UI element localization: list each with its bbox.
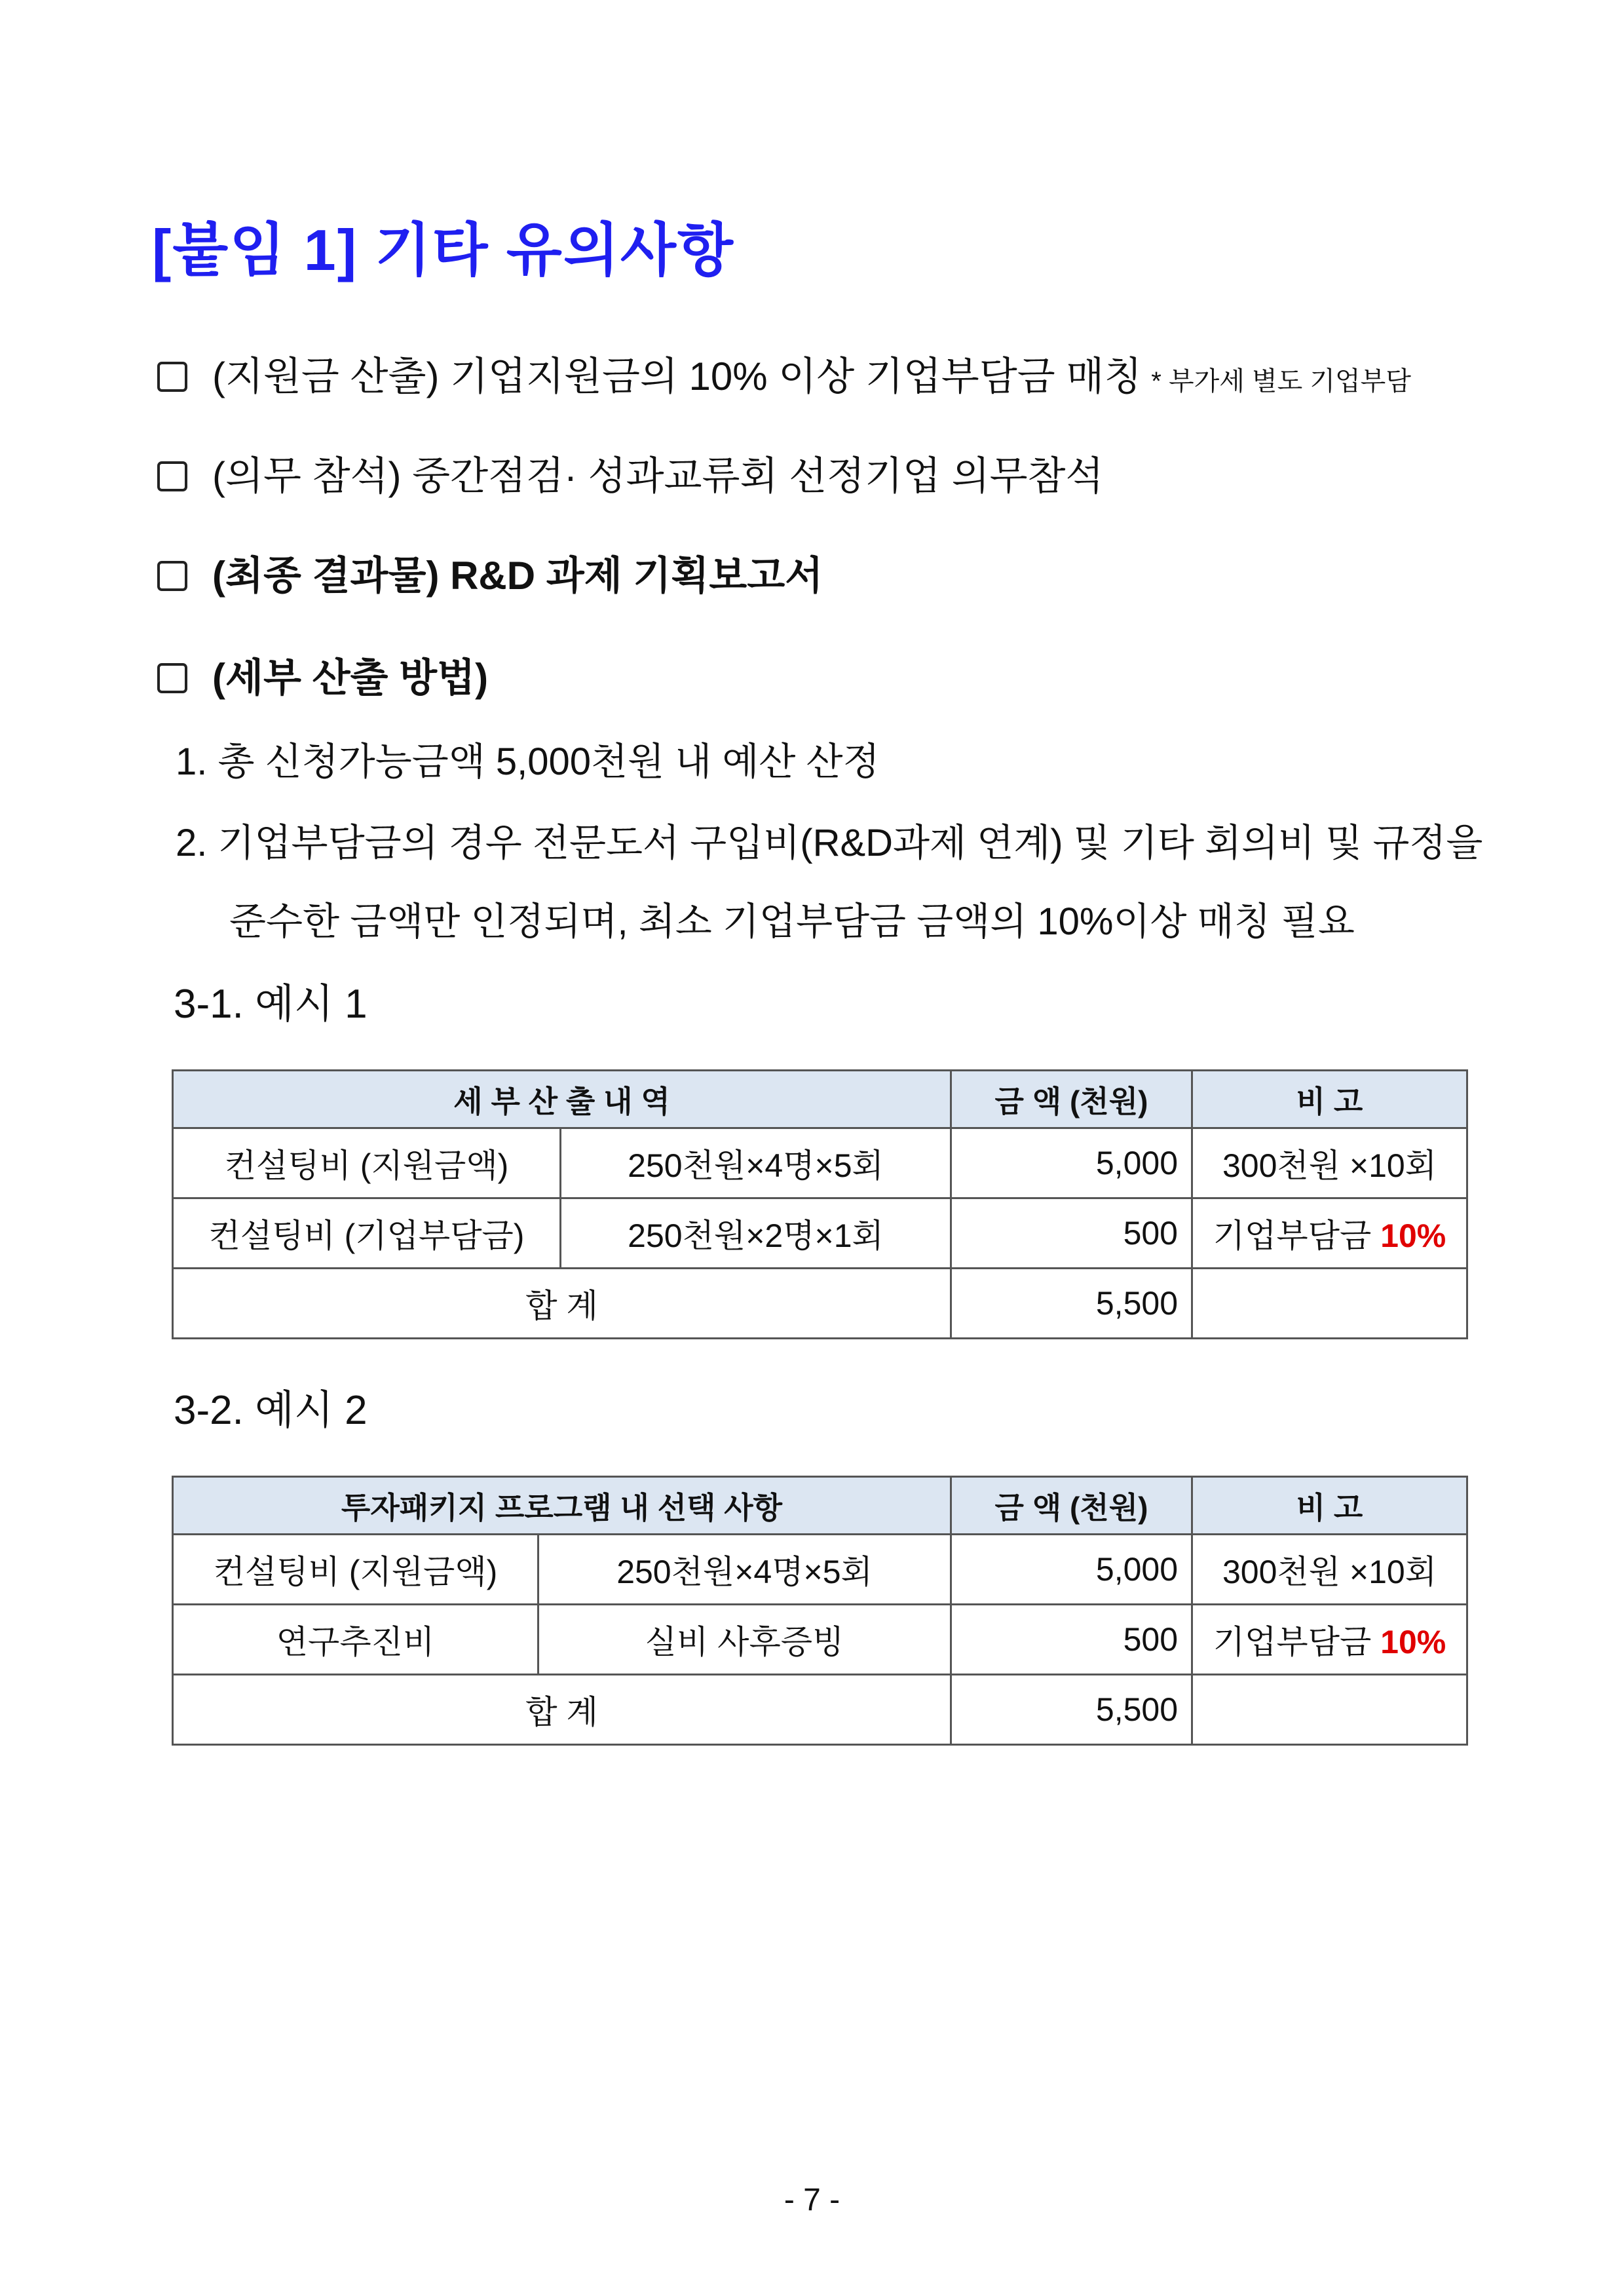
table-row (173, 1535, 1467, 1605)
header-note: 비 고 (1192, 1071, 1467, 1128)
item-label: (세부 산출 방법) (212, 656, 489, 700)
table-row (173, 1605, 1467, 1675)
note-text: 300천원 ×10회 (1222, 1147, 1437, 1184)
cell-note (1192, 1535, 1467, 1605)
cell-calc: 250천원×4명×5회 (538, 1535, 951, 1605)
header-amount: 금 액 (천원) (951, 1071, 1192, 1128)
note-text: 기업부담금 (1213, 1624, 1372, 1660)
total-amount: 5,500 (951, 1675, 1192, 1745)
cell-item: 컨설팅비 (기업부담금) (173, 1198, 561, 1269)
note-emphasis: 10% (1380, 1624, 1446, 1660)
total-label: 합 계 (173, 1675, 951, 1745)
total-note (1192, 1269, 1467, 1339)
cell-amount: 500 (951, 1605, 1192, 1675)
step-2-continued: 준수한 금액만 인정되며, 최소 기업부담금 금액의 10%이상 매칭 필요 (229, 900, 1355, 943)
item-label: (최종 결과물) R&D 과제 기획보고서 (212, 554, 823, 598)
note-text: 기업부담금 (1213, 1217, 1372, 1254)
cell-amount: 5,000 (951, 1128, 1192, 1198)
header-note: 비 고 (1192, 1477, 1467, 1535)
item-mandatory-attendance (157, 447, 1103, 506)
total-row (173, 1269, 1467, 1339)
header-detail: 세 부 산 출 내 역 (173, 1071, 951, 1128)
cell-note (1192, 1605, 1467, 1675)
cell-calc: 250천원×2명×1회 (561, 1198, 951, 1269)
cell-calc: 실비 사후증빙 (538, 1605, 951, 1675)
cell-note (1192, 1128, 1467, 1198)
cell-item: 컨설팅비 (지원금액) (173, 1535, 538, 1605)
cell-note (1192, 1198, 1467, 1269)
note-text: 300천원 ×10회 (1222, 1554, 1437, 1590)
cell-amount: 500 (951, 1198, 1192, 1269)
checkbox-icon (157, 663, 187, 693)
note-emphasis: 10% (1380, 1217, 1446, 1254)
item-note: * 부가세 별도 기업부담 (1151, 367, 1411, 396)
table-row (173, 1128, 1467, 1198)
example1-table (172, 1069, 1468, 1339)
table-row (173, 1198, 1467, 1269)
step-1: 1. 총 신청가능금액 5,000천원 내 예산 산정 (176, 740, 880, 783)
total-label: 합 계 (173, 1269, 951, 1339)
checkbox-icon (157, 461, 187, 491)
checkbox-icon (157, 362, 187, 392)
example2-table (172, 1476, 1468, 1746)
header-detail: 투자패키지 프로그램 내 선택 사항 (173, 1477, 951, 1535)
item-label: (지원금 산출) 기업지원금의 10% 이상 기업부담금 매칭 (212, 354, 1142, 398)
cell-amount: 5,000 (951, 1535, 1192, 1605)
example2-heading: 3-2. 예시 2 (174, 1388, 368, 1433)
total-amount: 5,500 (951, 1269, 1192, 1339)
page-title: [붙임 1] 기타 유의사항 (152, 218, 734, 282)
total-row (173, 1675, 1467, 1745)
item-label: (의무 참석) 중간점검· 성과교류회 선정기업 의무참석 (212, 454, 1104, 498)
checkbox-icon (157, 561, 187, 591)
header-amount: 금 액 (천원) (951, 1477, 1192, 1535)
page-number: - 7 - (784, 2183, 840, 2217)
example1-heading: 3-1. 예시 1 (174, 982, 368, 1027)
cell-item: 컨설팅비 (지원금액) (173, 1128, 561, 1198)
item-final-deliverable (157, 546, 823, 605)
total-note (1192, 1675, 1467, 1745)
cell-calc: 250천원×4명×5회 (561, 1128, 951, 1198)
step-2: 2. 기업부담금의 경우 전문도서 구입비(R&D과제 연계) 및 기타 회의비 및 규정을 (176, 822, 1483, 864)
item-detail-method (157, 649, 488, 708)
item-support-calc (157, 347, 1411, 411)
cell-item: 연구추진비 (173, 1605, 538, 1675)
